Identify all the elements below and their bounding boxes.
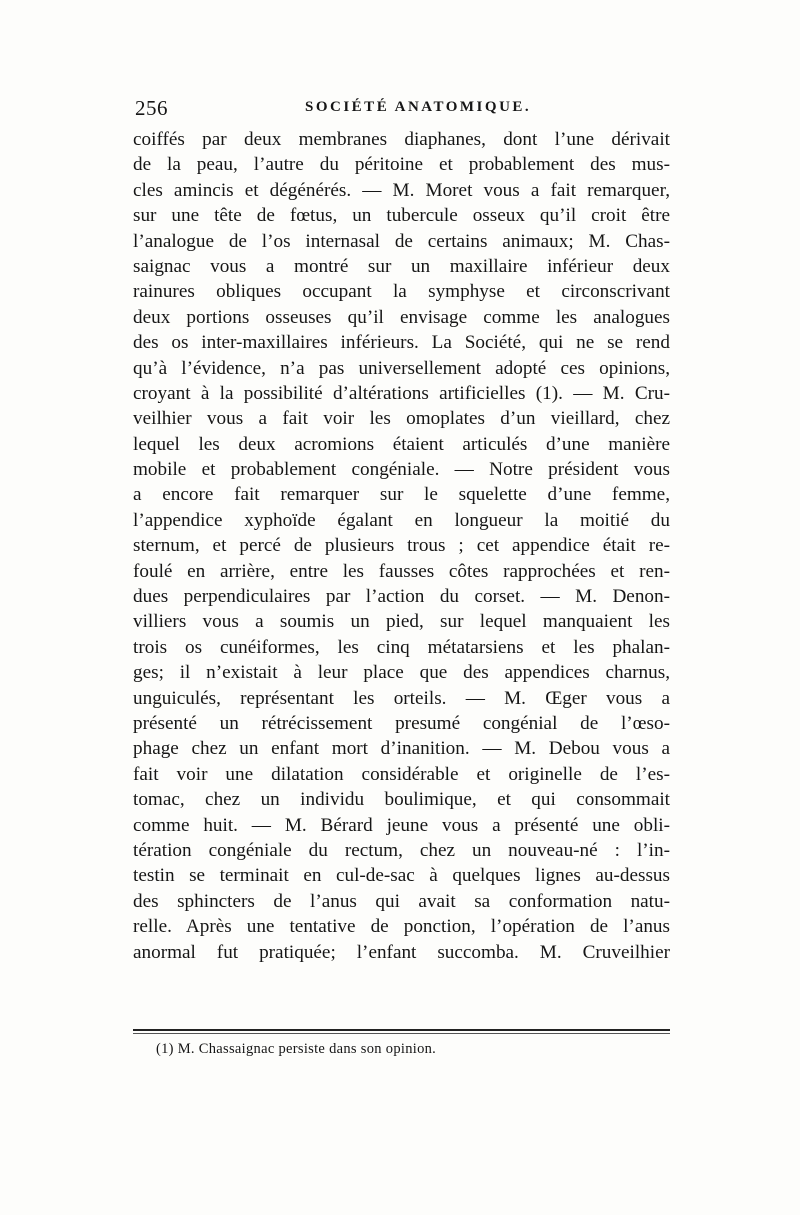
body-text: [133, 127, 670, 965]
text-line: tération congéniale du rectum, chez un nouveau-né : l’in-: [133, 839, 670, 861]
text-line: coiffés par deux membranes diaphanes, dont l’une dérivait: [133, 129, 670, 150]
text-line: tomac, chez un individu boulimique, et qui consommait: [133, 789, 670, 811]
text-line: sur une tête de fœtus, un tubercule osseux qu’il croit être: [133, 205, 670, 227]
page-number: 256: [135, 96, 168, 120]
text-line: présenté un rétrécissement presumé congénial de l’œso-: [133, 712, 670, 734]
text-line: mobile et probablement congéniale. — Notre président vous: [133, 459, 670, 481]
running-title: SOCIÉTÉ ANATOMIQUE.: [305, 99, 532, 115]
text-line: croyant à la possibilité d’altérations artificielles (1). — M. Cru-: [133, 382, 670, 404]
footnote-rule-thin: [133, 1033, 670, 1034]
text-line: veilhier vous a fait voir les omoplates d’un vieillard, chez: [133, 408, 670, 430]
text-line: a encore fait remarquer sur le squelette d’une femme,: [133, 484, 670, 506]
text-line: trois os cunéiformes, les cinq métatarsiens et les phalan-: [133, 636, 670, 658]
running-head: [135, 96, 670, 124]
text-line: rainures obliques occupant la symphyse et circonscrivant: [133, 281, 670, 303]
text-line: des os inter-maxillaires inférieurs. La Société, qui ne se rend: [133, 332, 670, 354]
footnote-rule: [133, 1029, 670, 1031]
text-line: dues perpendiculaires par l’action du corset. — M. Denon-: [133, 586, 670, 608]
text-line: comme huit. — M. Bérard jeune vous a présenté une obli-: [133, 814, 670, 836]
text-line: relle. Après une tentative de ponction, l’opération de l’anus: [133, 916, 670, 938]
text-line: des sphincters de l’anus qui avait sa conformation natu-: [133, 890, 670, 912]
text-line: de la peau, l’autre du péritoine et probablement des mus-: [133, 154, 670, 176]
text-line: qu’à l’évidence, n’a pas universellement adopté ces opinions,: [133, 357, 670, 379]
text-line: fait voir une dilatation considérable et originelle de l’es-: [133, 763, 670, 785]
footnote: (1) M. Chassaignac persiste dans son opinion.: [156, 1041, 437, 1057]
text-line: l’analogue de l’os internasal de certains animaux; M. Chas-: [133, 230, 670, 252]
text-line: unguiculés, représentant les orteils. — M. Œger vous a: [133, 687, 670, 709]
text-line: cles amincis et dégénérés. — M. Moret vous a fait remarquer,: [133, 179, 670, 201]
text-line: lequel les deux acromions étaient articulés d’une manière: [133, 433, 670, 455]
text-line: testin se terminait en cul-de-sac à quelques lignes au-dessus: [133, 865, 670, 887]
text-line: anormal fut pratiquée; l’enfant succomba. M. Cruveilhier: [133, 941, 670, 963]
text-line: ges; il n’existait à leur place que des appendices charnus,: [133, 662, 670, 684]
text-line: foulé en arrière, entre les fausses côtes rapprochées et ren-: [133, 560, 670, 582]
text-line: phage chez un enfant mort d’inanition. — M. Debou vous a: [133, 738, 670, 760]
text-line: saignac vous a montré sur un maxillaire inférieur deux: [133, 255, 670, 277]
text-line: sternum, et percé de plusieurs trous ; cet appendice était re-: [133, 535, 670, 557]
text-line: deux portions osseuses qu’il envisage comme les analogues: [133, 306, 670, 328]
text-line: villiers vous a soumis un pied, sur lequel manquaient les: [133, 611, 670, 633]
text-line: l’appendice xyphoïde égalant en longueur la moitié du: [133, 509, 670, 531]
